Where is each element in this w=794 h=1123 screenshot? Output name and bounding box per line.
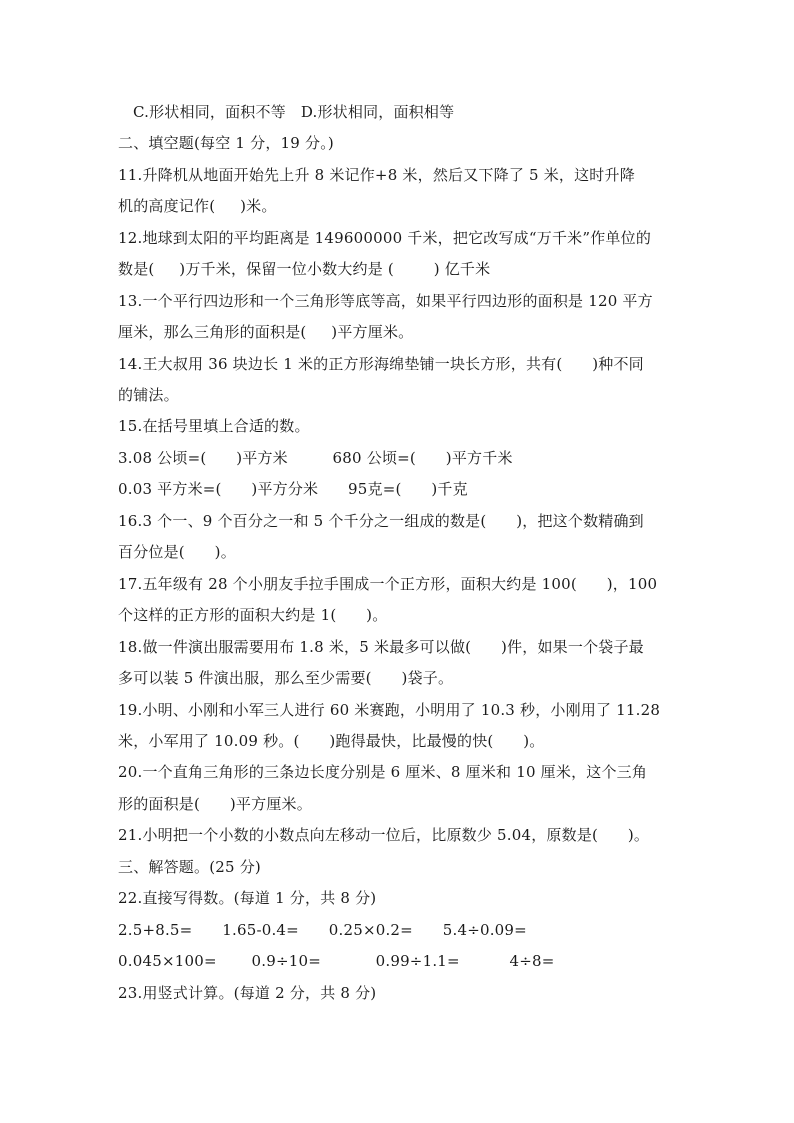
question-20-line-1: 20.一个直角三角形的三条边长度分别是 6 厘米、8 厘米和 10 厘米，这个三角 — [118, 763, 648, 781]
question-16-line-1: 16.3 个一、9 个百分之一和 5 个千分之一组成的数是( )，把这个数精确到 — [118, 512, 644, 530]
section-heading-solve: 三、解答题。(25 分) — [118, 858, 261, 876]
question-22-heading: 22.直接写得数。(每道 1 分，共 8 分) — [118, 889, 377, 907]
question-18-line-1: 18.做一件演出服需要用布 1.8 米，5 米最多可以做( )件，如果一个袋子最 — [118, 638, 644, 656]
question-17-line-2: 个这样的正方形的面积大约是 1( )。 — [118, 606, 388, 624]
question-14-line-2: 的铺法。 — [118, 386, 179, 404]
section-heading-fill-blank: 二、填空题(每空 1 分，19 分。) — [118, 134, 334, 152]
question-18-line-2: 多可以装 5 件演出服，那么至少需要( )袋子。 — [118, 669, 454, 687]
question-15-line-1: 15.在括号里填上合适的数。 — [118, 417, 310, 435]
question-12-line-2: 数是( )万千米，保留一位小数大约是 ( ) 亿千米 — [118, 260, 491, 278]
question-13-line-1: 13.一个平行四边形和一个三角形等底等高，如果平行四边形的面积是 120 平方 — [118, 292, 653, 310]
option-line-cd: C.形状相同，面积不等 D.形状相同，面积相等 — [133, 103, 455, 121]
question-19-line-2: 米，小军用了 10.09 秒。( )跑得最快，比最慢的快( )。 — [118, 732, 545, 750]
question-11-line-2: 机的高度记作( )米。 — [118, 197, 277, 215]
question-11-line-1: 11.升降机从地面开始先上升 8 米记作+8 米，然后又下降了 5 米，这时升降 — [118, 166, 635, 184]
question-23-heading: 23.用竖式计算。(每道 2 分，共 8 分) — [118, 984, 377, 1002]
question-17-line-1: 17.五年级有 28 个小朋友手拉手围成一个正方形，面积大约是 100( )，100 — [118, 575, 658, 593]
question-15-line-2: 3.08 公顷=( )平方米 680 公顷=( )平方千米 — [118, 449, 513, 467]
question-15-line-3: 0.03 平方米=( )平方分米 95克=( )千克 — [118, 480, 468, 498]
question-19-line-1: 19.小明、小刚和小军三人进行 60 米赛跑，小明用了 10.3 秒，小刚用了 11.28 — [118, 701, 661, 719]
question-12-line-1: 12.地球到太阳的平均距离是 149600000 千米，把它改写成“万千米”作单位的 — [118, 229, 652, 247]
question-16-line-2: 百分位是( )。 — [118, 543, 236, 561]
question-13-line-2: 厘米，那么三角形的面积是( )平方厘米。 — [118, 323, 414, 341]
question-22-row-2: 0.045×100= 0.9÷10= 0.99÷1.1= 4÷8= — [118, 952, 555, 970]
question-21-line-1: 21.小明把一个小数的小数点向左移动一位后，比原数少 5.04，原数是( )。 — [118, 826, 650, 844]
question-14-line-1: 14.王大叔用 36 块边长 1 米的正方形海绵垫铺一块长方形，共有( )种不同 — [118, 355, 644, 373]
question-22-row-1: 2.5+8.5= 1.65-0.4= 0.25×0.2= 5.4÷0.09= — [118, 921, 527, 939]
question-20-line-2: 形的面积是( )平方厘米。 — [118, 795, 312, 813]
